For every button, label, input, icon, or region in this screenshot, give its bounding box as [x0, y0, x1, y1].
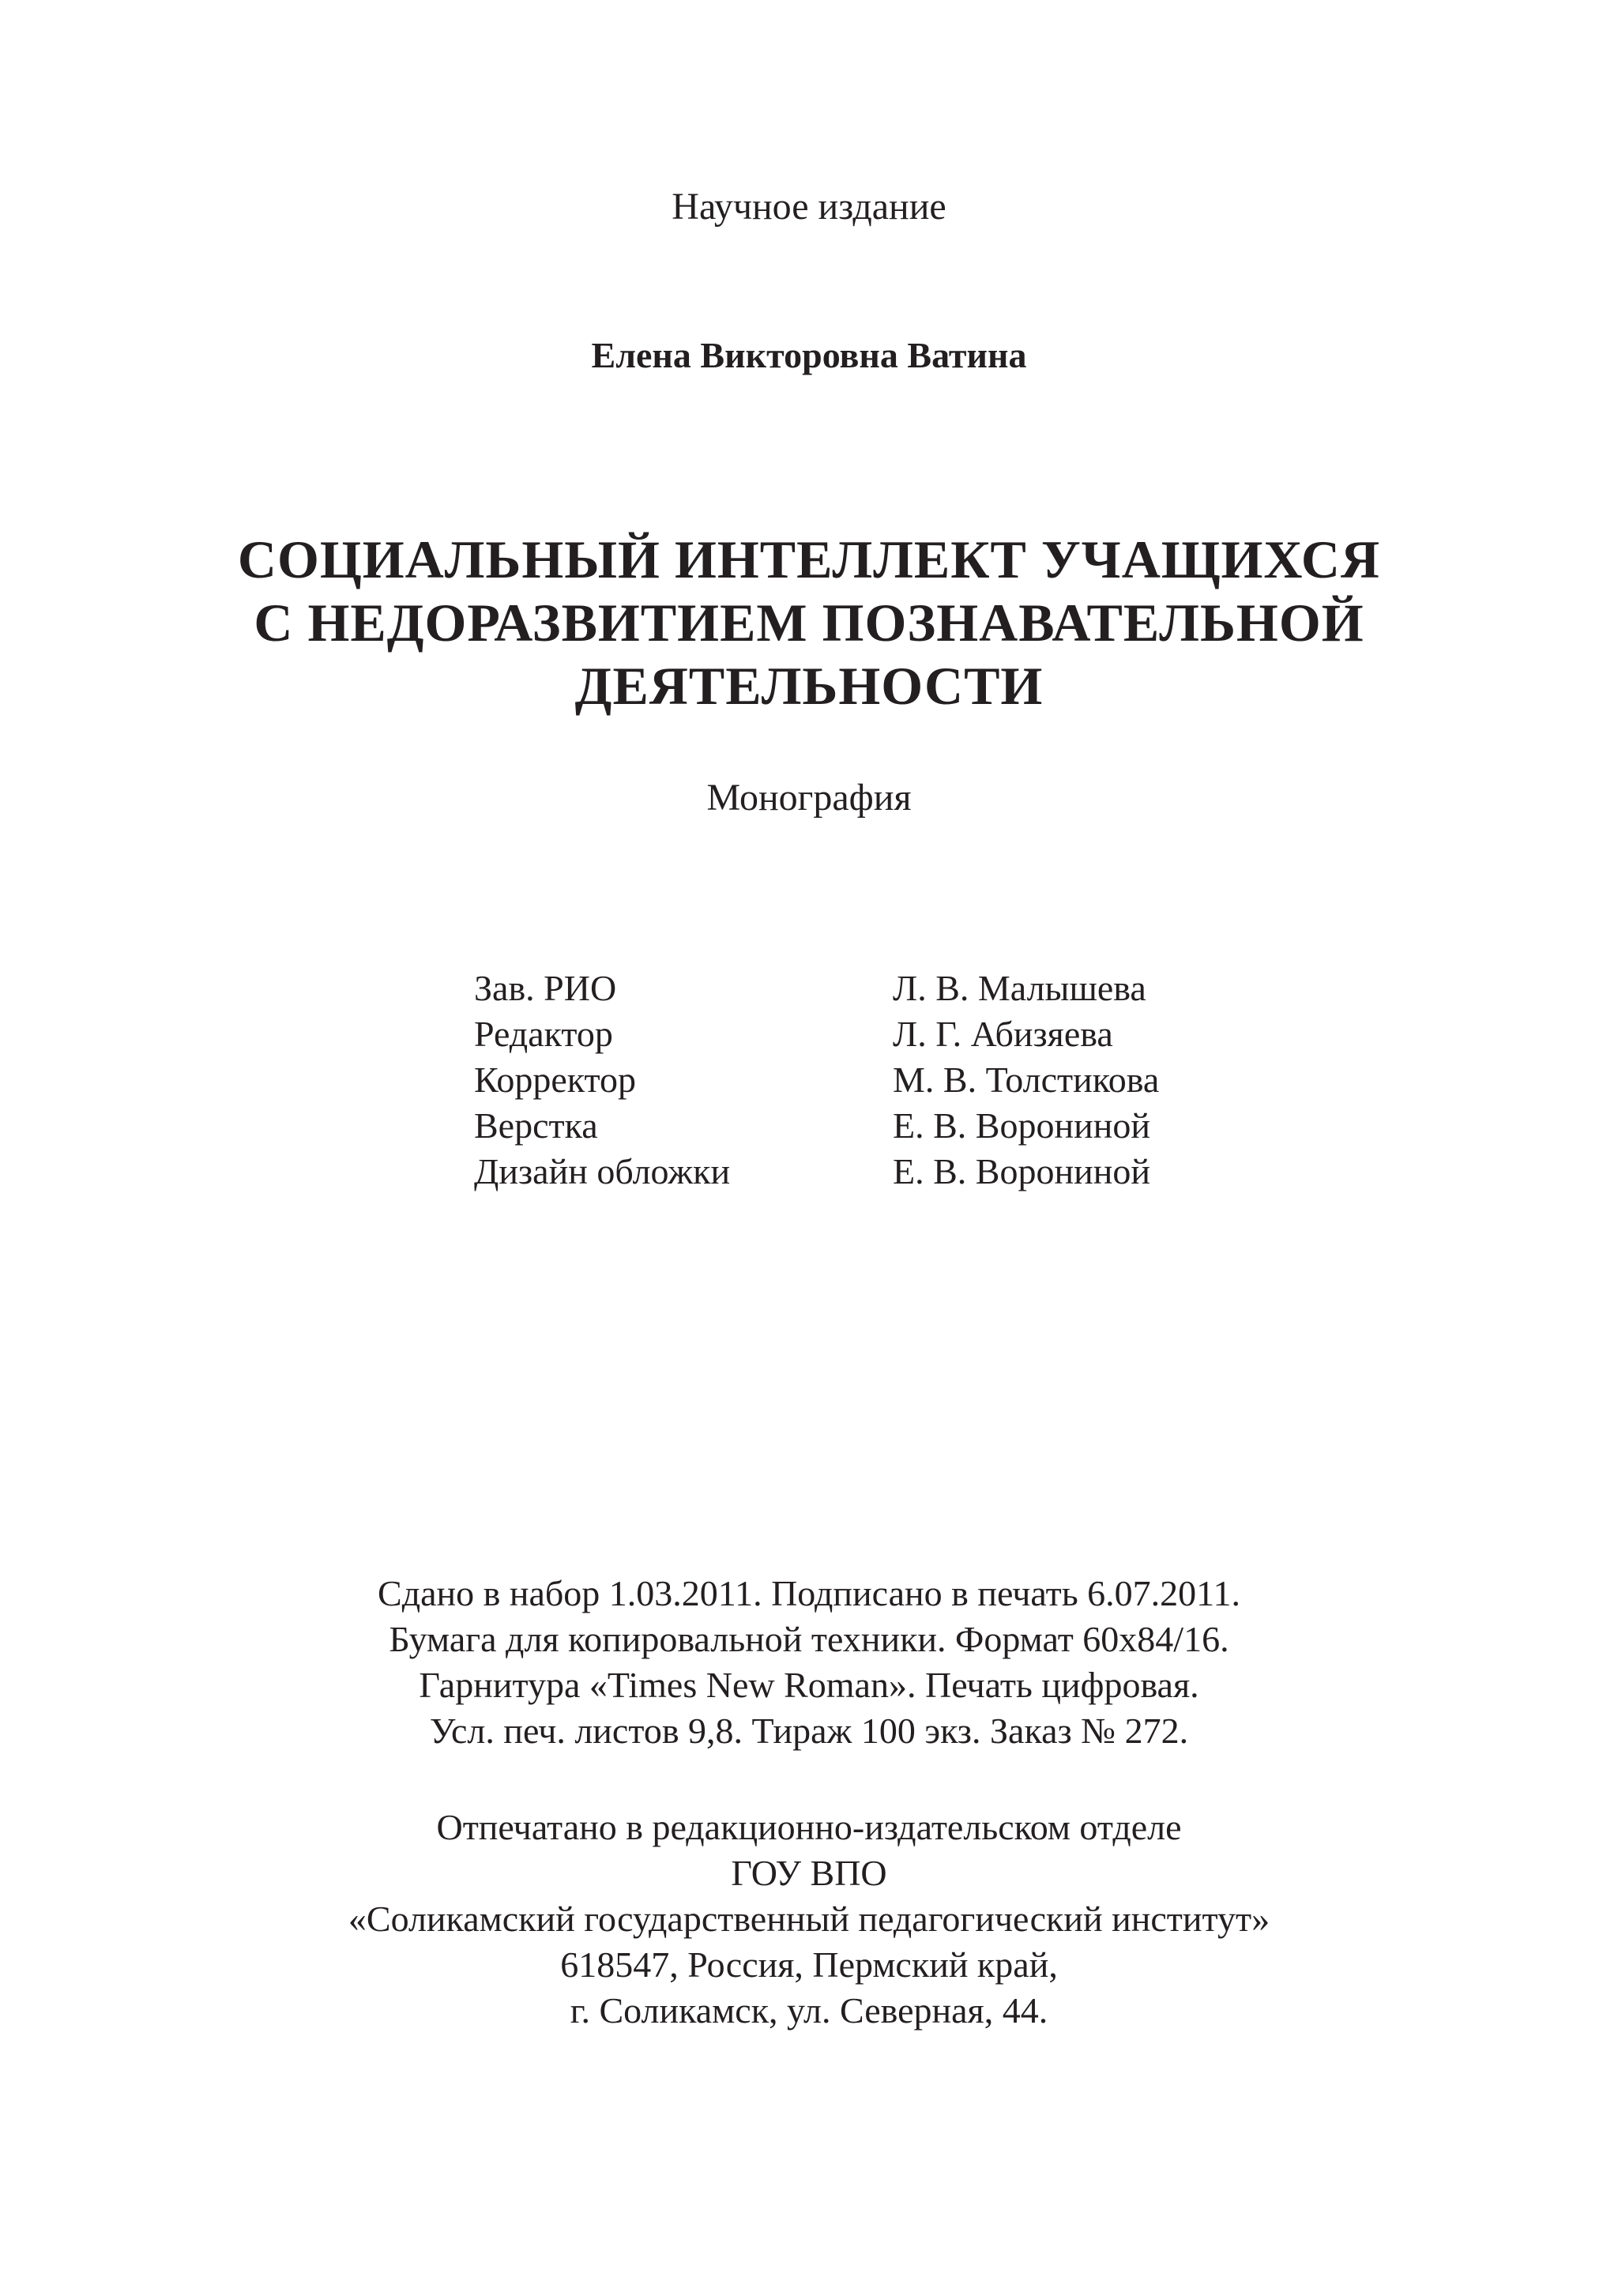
printer-line: «Соликамский государственный педагогический институт» [348, 1899, 1270, 1939]
credit-name: Е. В. Ворониной [893, 1151, 1150, 1191]
credit-role: Верстка [474, 1105, 598, 1146]
credit-row [474, 1011, 1159, 1057]
credit-name: Л. В. Малышева [893, 968, 1146, 1008]
credit-row [474, 1149, 1159, 1195]
printer-line: 618547, Россия, Пермский край, [560, 1944, 1058, 1985]
credit-role: Дизайн обложки [474, 1151, 731, 1191]
credit-role: Корректор [474, 1060, 637, 1100]
printer-line: г. Соликамск, ул. Северная, 44. [570, 1990, 1048, 2031]
imprint-line: Сдано в набор 1.03.2011. Подписано в печать 6.07.2011. [378, 1573, 1240, 1613]
credit-name: Е. В. Ворониной [893, 1105, 1150, 1146]
credit-row [474, 1103, 1159, 1149]
imprint-line: Усл. печ. листов 9,8. Тираж 100 экз. Заказ № 272. [429, 1711, 1189, 1751]
credits-list [474, 965, 1159, 1195]
title-line: СОЦИАЛЬНЫЙ ИНТЕЛЛЕКТ УЧАЩИХСЯ [237, 529, 1381, 589]
genre-label: Монография [706, 777, 912, 819]
book-title [0, 528, 1618, 717]
imprint-block [0, 1571, 1618, 1754]
credit-name: Л. Г. Абизяева [893, 1014, 1113, 1054]
title-line: ДЕЯТЕЛЬНОСТИ [574, 656, 1044, 716]
imprint-line: Гарнитура «Times New Roman». Печать цифровая. [419, 1665, 1199, 1705]
title-line: С НЕДОРАЗВИТИЕМ ПОЗНАВАТЕЛЬНОЙ [254, 593, 1364, 653]
publication-type: Научное издание [672, 186, 946, 228]
printer-line: ГОУ ВПО [731, 1853, 887, 1893]
credit-row [474, 1057, 1159, 1103]
credit-role: Зав. РИО [474, 968, 617, 1008]
credit-row [474, 965, 1159, 1011]
printer-line: Отпечатано в редакционно-издательском отделе [436, 1807, 1182, 1847]
imprint-line: Бумага для копировальной техники. Формат 60х84/16. [389, 1619, 1229, 1659]
author-name: Елена Викторовна Ватина [591, 335, 1027, 375]
credit-role: Редактор [474, 1014, 613, 1054]
credit-name: М. В. Толстикова [893, 1060, 1160, 1100]
printer-block [0, 1805, 1618, 2034]
